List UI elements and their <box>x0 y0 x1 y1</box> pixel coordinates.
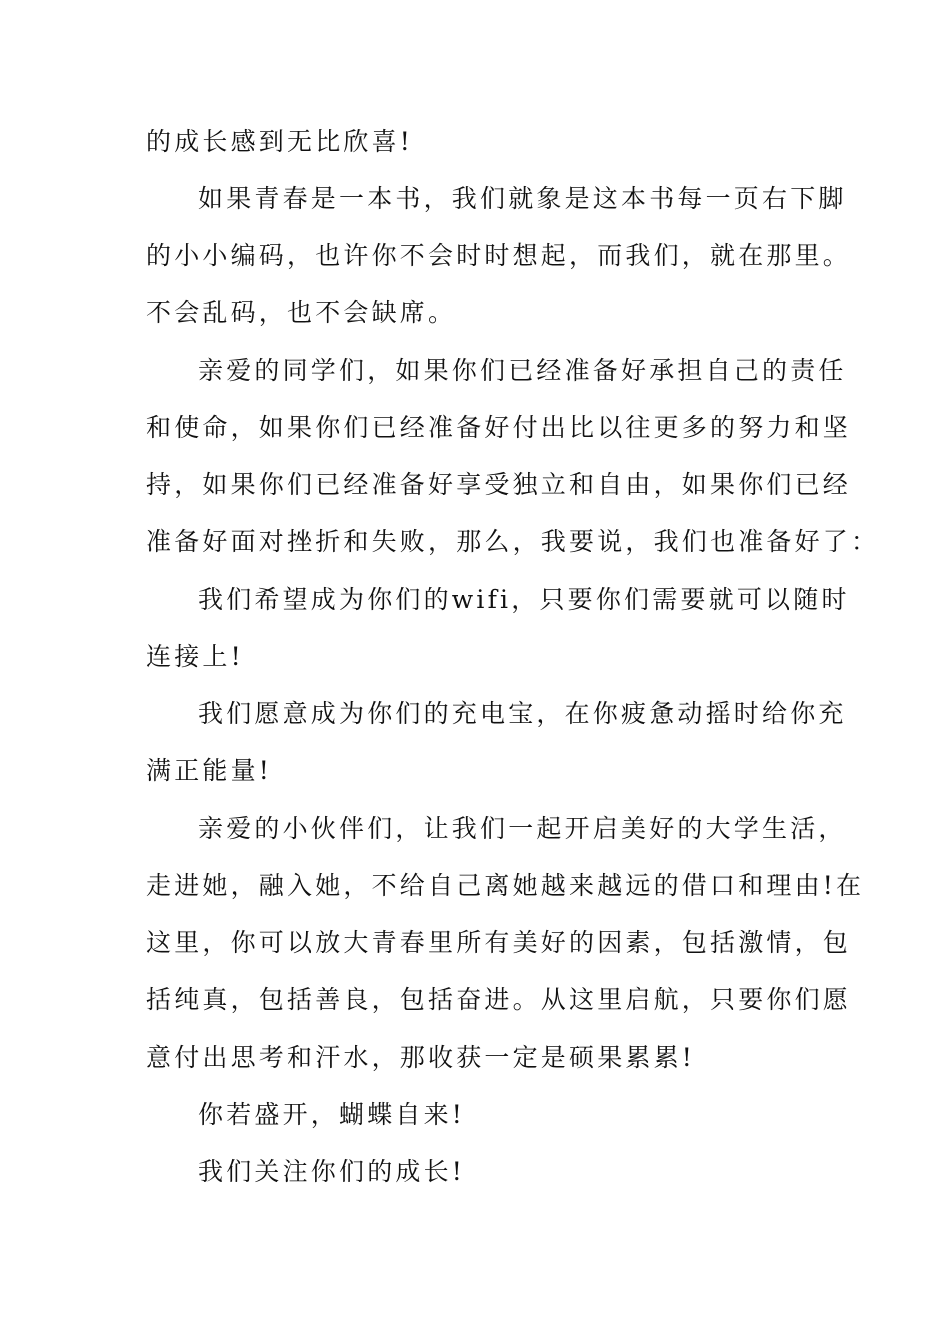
text-line: 走进她，融入她，不给自己离她越来越远的借口和理由!在 <box>146 871 865 900</box>
paragraph-start-line: 亲爱的同学们，如果你们已经准备好承担自己的责任 <box>198 356 847 385</box>
paragraph-start-line: 我们关注你们的成长! <box>198 1157 466 1186</box>
paragraph-start-line: 我们愿意成为你们的充电宝，在你疲惫动摇时给你充 <box>198 699 847 728</box>
paragraph-start-line: 你若盛开，蝴蝶自来! <box>198 1100 466 1129</box>
paragraph-start-line: 我们希望成为你们的wifi，只要你们需要就可以随时 <box>198 585 850 614</box>
text-line: 满正能量! <box>146 756 273 785</box>
text-line: 准备好面对挫折和失败，那么，我要说，我们也准备好了： <box>146 527 880 556</box>
paragraph-start-line: 如果青春是一本书，我们就象是这本书每一页右下脚 <box>198 184 847 213</box>
text-line: 的成长感到无比欣喜! <box>146 127 414 156</box>
paragraph-start-line: 亲爱的小伙伴们，让我们一起开启美好的大学生活， <box>198 814 847 843</box>
text-line: 意付出思考和汗水，那收获一定是硕果累累! <box>146 1043 696 1072</box>
text-line: 和使命，如果你们已经准备好付出比以往更多的努力和坚 <box>146 413 852 442</box>
text-line: 持，如果你们已经准备好享受独立和自由，如果你们已经 <box>146 470 852 499</box>
text-line: 的小小编码，也许你不会时时想起，而我们，就在那里。 <box>146 241 852 270</box>
text-line: 这里，你可以放大青春里所有美好的因素，包括激情，包 <box>146 928 852 957</box>
text-line: 不会乱码，也不会缺席。 <box>146 298 457 327</box>
text-line: 连接上! <box>146 642 244 671</box>
text-line: 括纯真，包括善良，包括奋进。从这里启航，只要你们愿 <box>146 985 852 1014</box>
